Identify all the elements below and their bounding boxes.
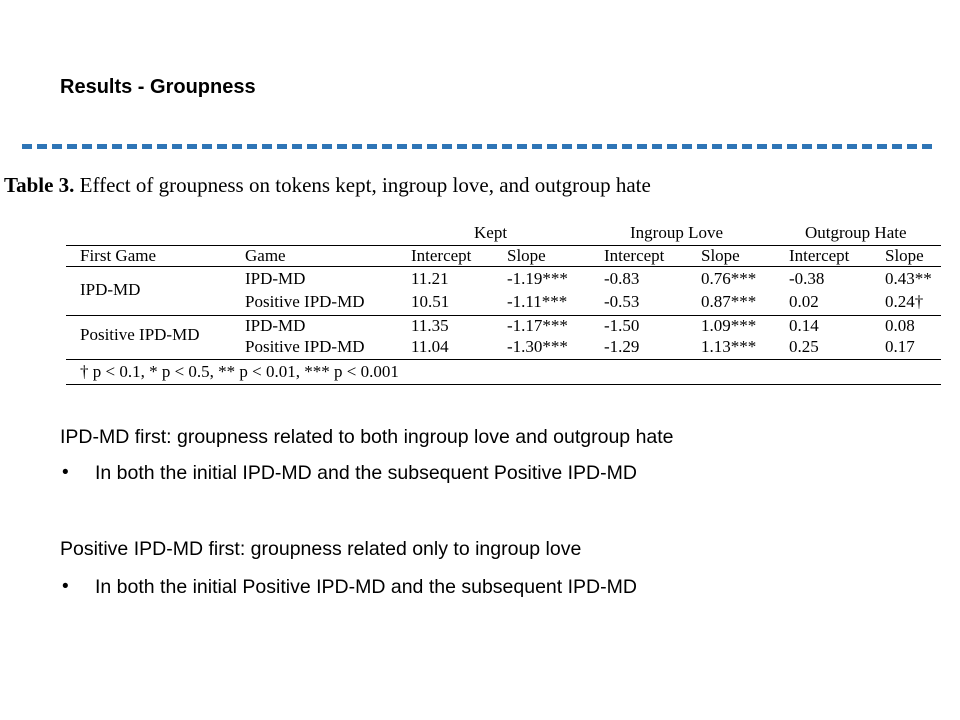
table-cell: -0.53 [604, 292, 640, 311]
finding-text: Positive IPD-MD first: groupness related only to ingroup love [60, 538, 582, 560]
column-header: Slope [701, 246, 740, 265]
group-header-kept: Kept [474, 223, 508, 242]
table-cell: -1.11*** [507, 292, 568, 311]
table-rule [66, 266, 941, 267]
table-cell: -1.50 [604, 316, 640, 335]
group-header-outgroup-hate: Outgroup Hate [805, 223, 907, 242]
table-cell: Positive IPD-MD [245, 337, 365, 356]
table-cell: 11.35 [411, 316, 449, 335]
table-cell: IPD-MD [245, 269, 306, 288]
group-header-ingroup-love: Ingroup Love [630, 223, 724, 242]
column-header: Intercept [789, 246, 850, 265]
table-caption-text: Effect of groupness on tokens kept, ingroup love, and outgroup hate [79, 173, 651, 197]
first-game-label: Positive IPD-MD [80, 325, 200, 344]
bullet-glyph: • [62, 462, 69, 483]
table-rule [66, 359, 941, 360]
first-game-label: IPD-MD [80, 280, 141, 299]
table-cell: 1.09*** [701, 316, 757, 335]
table-cell: 0.87*** [701, 292, 757, 311]
table-cell: 0.43** [885, 269, 932, 288]
table-cell: 0.24† [885, 292, 924, 311]
finding-text: IPD-MD first: groupness related to both ingroup love and outgroup hate [60, 426, 674, 448]
table-cell: 0.02 [789, 292, 819, 311]
table-cell: 11.04 [411, 337, 449, 356]
table-cell: 0.25 [789, 337, 819, 356]
table-rule [66, 384, 941, 385]
table-caption-label: Table 3. [4, 173, 75, 197]
table-cell: -0.38 [789, 269, 825, 288]
table-cell: 1.13*** [701, 337, 757, 356]
column-header: Intercept [411, 246, 472, 265]
table-cell: 0.76*** [701, 269, 757, 288]
table-cell: 0.08 [885, 316, 915, 335]
table-cell: IPD-MD [245, 316, 306, 335]
column-header: Game [245, 246, 286, 265]
table-footnote: † p < 0.1, * p < 0.5, ** p < 0.01, *** p < 0.001 [80, 362, 399, 381]
table-cell: 10.51 [411, 292, 450, 311]
column-header: Slope [507, 246, 546, 265]
table-cell: 0.17 [885, 337, 915, 356]
table-cell: -1.29 [604, 337, 640, 356]
column-header: First Game [80, 246, 157, 265]
results-table [66, 219, 941, 385]
bullet-glyph: • [62, 576, 69, 597]
table-cell: -0.83 [604, 269, 640, 288]
column-header: Intercept [604, 246, 665, 265]
table-cell: -1.19*** [507, 269, 568, 288]
bullet-text: In both the initial IPD-MD and the subsequent Positive IPD-MD [95, 462, 637, 484]
table-cell: 11.21 [411, 269, 449, 288]
table-cell: 0.14 [789, 316, 819, 335]
dashed-divider [22, 144, 932, 149]
column-header: Slope [885, 246, 924, 265]
table-cell: -1.30*** [507, 337, 568, 356]
bullet-text: In both the initial Positive IPD-MD and the subsequent IPD-MD [95, 576, 637, 598]
table-cell: -1.17*** [507, 316, 568, 335]
slide-title: Results - Groupness [60, 76, 256, 98]
table-caption [4, 173, 651, 198]
table-cell: Positive IPD-MD [245, 292, 365, 311]
